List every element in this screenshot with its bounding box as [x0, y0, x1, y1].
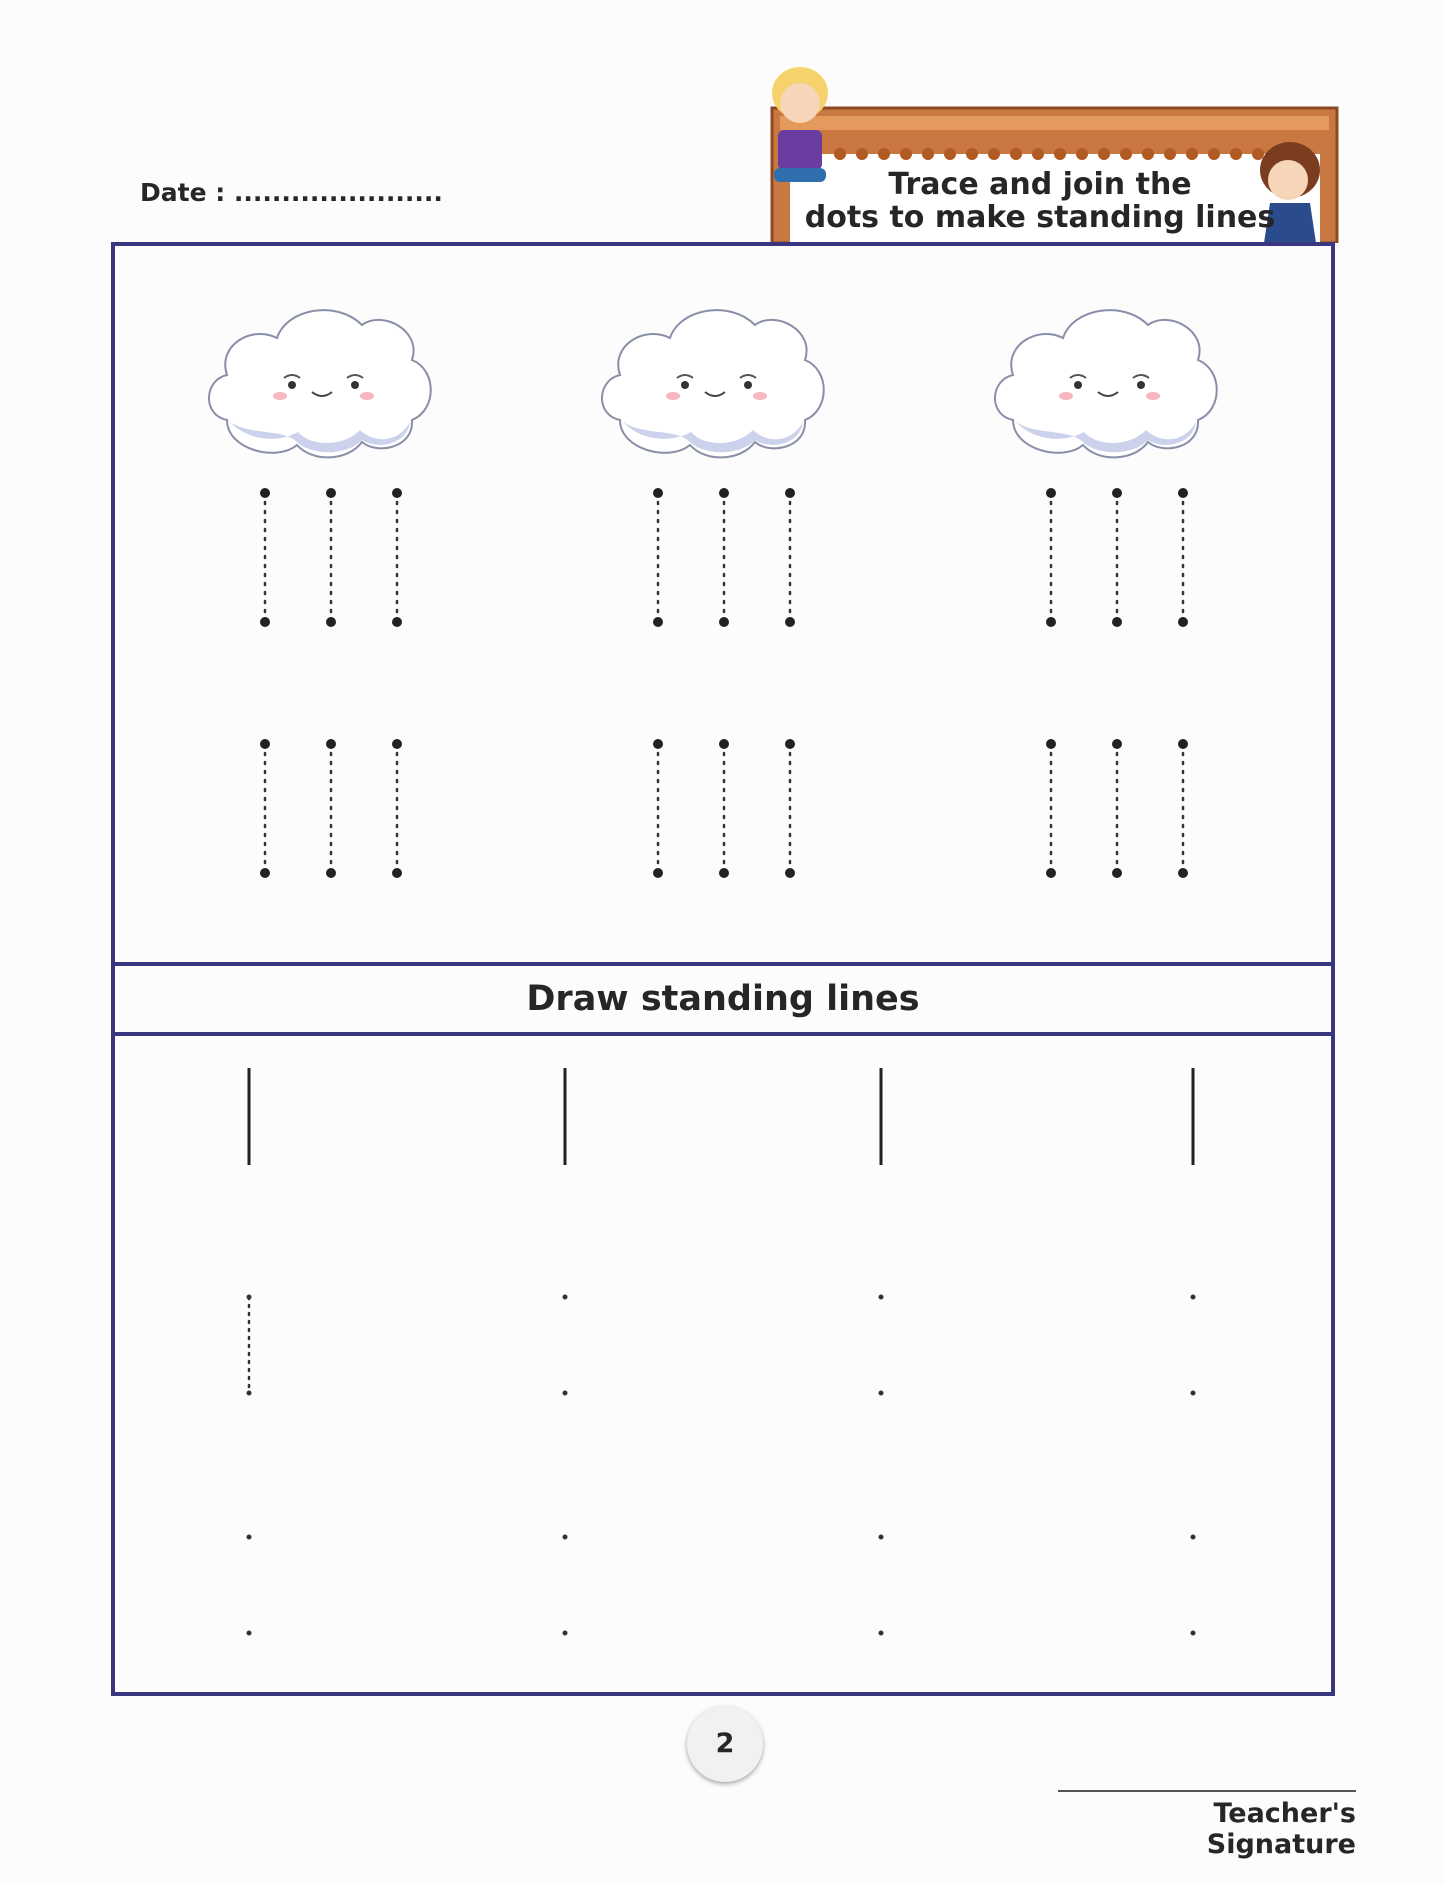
- cloud-3: [995, 310, 1217, 457]
- title-line-1: Trace and join the: [888, 167, 1192, 202]
- draw-section-title: Draw standing lines: [526, 979, 920, 1019]
- cloud-2: [602, 310, 824, 457]
- page-number: 2: [687, 1706, 763, 1782]
- signature-line: [1058, 1790, 1356, 1792]
- teacher-signature-label: Teacher's Signature: [1206, 1798, 1356, 1860]
- cloud-1: [209, 310, 431, 457]
- title-line-2: dots to make standing lines: [804, 200, 1276, 235]
- date-label: Date : ......................: [140, 178, 443, 207]
